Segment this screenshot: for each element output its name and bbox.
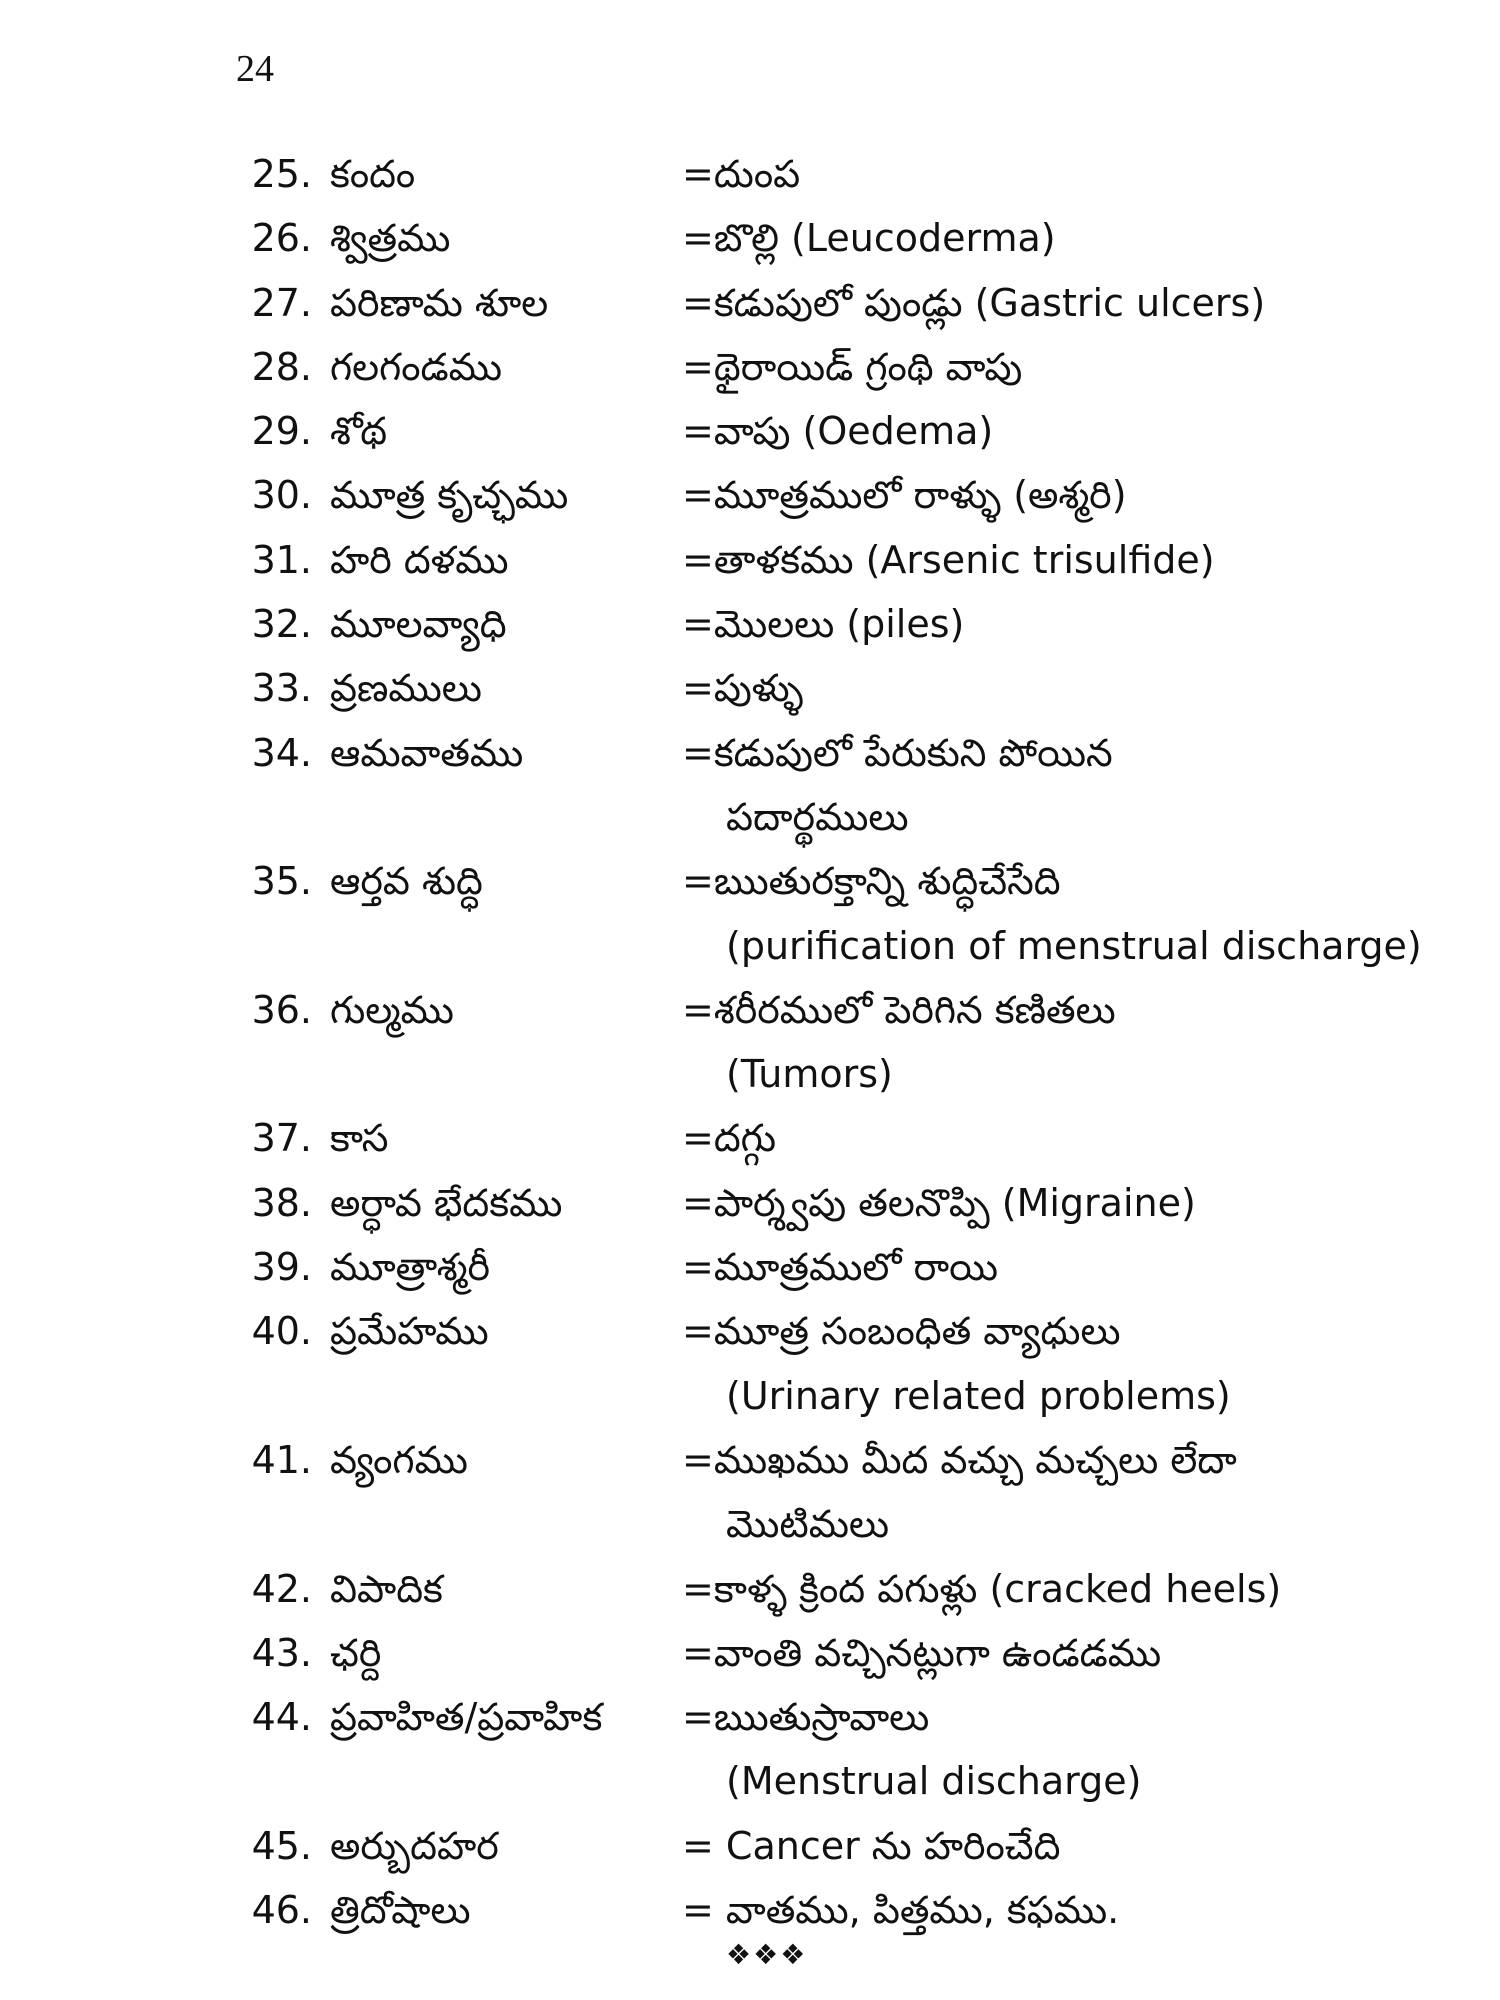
entry-meaning: =మూత్రములో రాళ్ళు (అశ్మరి) (682, 473, 1127, 518)
entry-main-line (0, 206, 1500, 270)
entry-term: పరిణామ శూల (330, 280, 549, 325)
entry-meaning: =కాళ్ళ క్రింద పగుళ్లు (cracked heels) (682, 1566, 1282, 1611)
entry-term: శ్విత్రము (330, 216, 451, 261)
entry-term: శోథ (330, 409, 388, 454)
entry-continuation-line (0, 785, 1500, 849)
entry-term: మూత్ర కృచ్ఛము (330, 473, 569, 518)
section-end-ornament: ❖❖❖ (726, 1938, 808, 1971)
entry-main-line (0, 1171, 1500, 1235)
glossary-entry (0, 849, 1500, 978)
entry-term: ఆర్తవ శుద్ధి (330, 859, 483, 904)
glossary-entry (0, 271, 1500, 335)
entry-term: విపాదిక (330, 1566, 443, 1611)
entry-meaning: =ముఖము మీద వచ్చు మచ్చలు లేదా (682, 1437, 1237, 1482)
entry-main-line (0, 399, 1500, 463)
entry-meaning: =ఋతురక్తాన్ని శుద్ధిచేసేది (682, 859, 1061, 904)
entry-term: గలగండము (330, 344, 502, 389)
entry-main-line (0, 1106, 1500, 1170)
entry-meaning-wrap (682, 592, 964, 656)
entry-meaning-wrap (682, 399, 993, 463)
entry-meaning-wrap (682, 1106, 776, 1170)
glossary-entry (0, 1557, 1500, 1621)
entry-number: 34. (251, 730, 312, 775)
entry-main-line (0, 271, 1500, 335)
entry-main-line (0, 1814, 1500, 1878)
entry-main-line (0, 1557, 1500, 1621)
entry-continuation-line (0, 1492, 1500, 1556)
glossary-entry (0, 528, 1500, 592)
entry-continuation-line (0, 1042, 1500, 1106)
entry-number: 26. (251, 216, 312, 261)
entry-meaning-wrap (682, 1685, 929, 1749)
entry-main-line (0, 463, 1500, 527)
entry-meaning-wrap (682, 463, 1127, 527)
glossary-entry (0, 1621, 1500, 1685)
entry-meaning: =పుళ్ళు (682, 666, 804, 711)
entry-number: 39. (251, 1245, 312, 1290)
entry-meaning-wrap (682, 978, 1116, 1042)
entry-meaning-wrap (682, 206, 1056, 270)
entry-main-line (0, 721, 1500, 785)
glossary-entry (0, 463, 1500, 527)
entry-term: అర్బుదహర (330, 1823, 499, 1868)
entry-meaning-wrap (682, 849, 1061, 913)
entry-main-line (0, 1235, 1500, 1299)
entry-continuation: (Urinary related problems) (726, 1373, 1231, 1418)
glossary-entry (0, 978, 1500, 1107)
glossary-entry (0, 1428, 1500, 1557)
entry-continuation: (Menstrual discharge) (726, 1759, 1142, 1804)
entry-meaning: =మొలలు (piles) (682, 602, 965, 647)
entry-number: 44. (251, 1695, 312, 1740)
page-number: 24 (236, 48, 274, 90)
entry-number: 33. (251, 666, 312, 711)
glossary-entry (0, 1878, 1500, 1942)
entry-meaning-wrap (682, 1878, 1119, 1942)
entry-meaning: =కడుపులో పేరుకుని పోయిన (682, 730, 1113, 775)
glossary-entry (0, 206, 1500, 270)
entry-continuation-line (0, 1749, 1500, 1813)
entry-term: ప్రమేహము (330, 1309, 489, 1354)
entry-meaning: =శరీరములో పెరిగిన కణితలు (682, 987, 1116, 1032)
glossary-entry (0, 335, 1500, 399)
entry-term: అర్ధావ భేదకము (330, 1180, 563, 1225)
entry-meaning-wrap (682, 1621, 1161, 1685)
entry-number: 32. (251, 602, 312, 647)
glossary-entry (0, 721, 1500, 850)
glossary-entry (0, 142, 1500, 206)
entry-meaning: =వాంతి వచ్చినట్లుగా ఉండడము (682, 1630, 1162, 1675)
entry-meaning: =మూత్ర సంబంధిత వ్యాధులు (682, 1309, 1121, 1354)
entry-meaning-wrap (682, 1814, 1060, 1878)
entry-meaning: =వాపు (Oedema) (682, 409, 994, 454)
entry-main-line (0, 592, 1500, 656)
entry-continuation: పదార్థములు (726, 794, 909, 839)
entry-number: 25. (251, 152, 312, 196)
entry-meaning: =తాళకము (Arsenic trisulfide) (682, 537, 1215, 582)
entry-number: 38. (251, 1180, 312, 1225)
entry-term: ప్రవాహిత/ప్రవాహిక (330, 1695, 603, 1740)
entry-number: 46. (251, 1888, 312, 1933)
entry-meaning-wrap (682, 1235, 998, 1299)
entry-continuation: (Tumors) (726, 1052, 893, 1097)
entry-continuation: మొటిమలు (726, 1502, 889, 1547)
entry-term: ఛర్ది (330, 1630, 382, 1675)
entry-term: కందం (330, 152, 416, 196)
entry-meaning: = వాతము, పిత్తము, కఫము. (682, 1888, 1120, 1933)
glossary-entry (0, 1299, 1500, 1428)
entry-meaning-wrap (682, 1557, 1281, 1621)
entry-term: గుల్మము (330, 987, 454, 1032)
entry-term: మూత్రాశ్మరీ (330, 1245, 491, 1290)
entry-term: ఆమవాతము (330, 730, 524, 775)
entry-meaning: =కడుపులో పుండ్లు (Gastric ulcers) (682, 280, 1266, 325)
entry-number: 35. (251, 859, 312, 904)
glossary-entry (0, 1171, 1500, 1235)
entry-meaning: =పార్శ్వపు తలనొప్పి (Migraine) (682, 1180, 1196, 1225)
entry-continuation-line (0, 914, 1500, 978)
entry-main-line (0, 528, 1500, 592)
entry-meaning-wrap (682, 1299, 1121, 1363)
glossary-entry (0, 1814, 1500, 1878)
entry-main-line (0, 1621, 1500, 1685)
entry-meaning: =థైరాయిడ్ గ్రంథి వాపు (682, 344, 1023, 389)
entry-meaning: = Cancer ను హరించేది (682, 1823, 1061, 1868)
entry-continuation: (purification of menstrual discharge) (726, 923, 1422, 968)
entry-term: త్రిదోషాలు (330, 1888, 471, 1933)
entry-meaning-wrap (682, 271, 1265, 335)
entry-meaning-wrap (682, 1171, 1196, 1235)
entry-meaning-wrap (682, 1428, 1237, 1492)
glossary-list (0, 142, 1500, 1942)
entry-meaning-wrap (682, 335, 1022, 399)
entry-main-line (0, 1428, 1500, 1492)
entry-number: 28. (251, 344, 312, 389)
entry-number: 45. (251, 1823, 312, 1868)
entry-meaning: =బొల్లి (Leucoderma) (682, 216, 1056, 261)
entry-number: 40. (251, 1309, 312, 1354)
entry-number: 42. (251, 1566, 312, 1611)
glossary-entry (0, 399, 1500, 463)
entry-number: 37. (251, 1116, 312, 1161)
glossary-entry (0, 1685, 1500, 1814)
entry-meaning-wrap (682, 656, 803, 720)
glossary-entry (0, 592, 1500, 656)
glossary-entry (0, 1235, 1500, 1299)
entry-meaning-wrap (682, 142, 800, 206)
entry-term: వ్రణములు (330, 666, 482, 711)
entry-meaning: =దుంప (682, 152, 801, 196)
entry-number: 27. (251, 280, 312, 325)
entry-meaning: =దగ్గు (682, 1116, 776, 1161)
entry-continuation-line (0, 1364, 1500, 1428)
entry-term: మూలవ్యాధి (330, 602, 507, 647)
glossary-entry (0, 1106, 1500, 1170)
entry-term: హరి దళము (330, 537, 509, 582)
entry-term: వ్యంగము (330, 1437, 468, 1482)
entry-term: కాస (330, 1116, 389, 1161)
entry-meaning: =మూత్రములో రాయి (682, 1245, 998, 1290)
entry-number: 30. (251, 473, 312, 518)
entry-main-line (0, 1299, 1500, 1363)
entry-main-line (0, 978, 1500, 1042)
glossary-entry (0, 656, 1500, 720)
entry-number: 36. (251, 987, 312, 1032)
entry-meaning-wrap (682, 528, 1215, 592)
entry-main-line (0, 1685, 1500, 1749)
entry-meaning-wrap (682, 721, 1113, 785)
entry-number: 31. (251, 537, 312, 582)
entry-number: 29. (251, 409, 312, 454)
entry-main-line (0, 142, 1500, 206)
entry-main-line (0, 656, 1500, 720)
entry-main-line (0, 1878, 1500, 1942)
entry-number: 43. (251, 1630, 312, 1675)
entry-number: 41. (251, 1437, 312, 1482)
entry-meaning: =ఋతుస్రావాలు (682, 1695, 930, 1740)
entry-main-line (0, 335, 1500, 399)
entry-main-line (0, 849, 1500, 913)
